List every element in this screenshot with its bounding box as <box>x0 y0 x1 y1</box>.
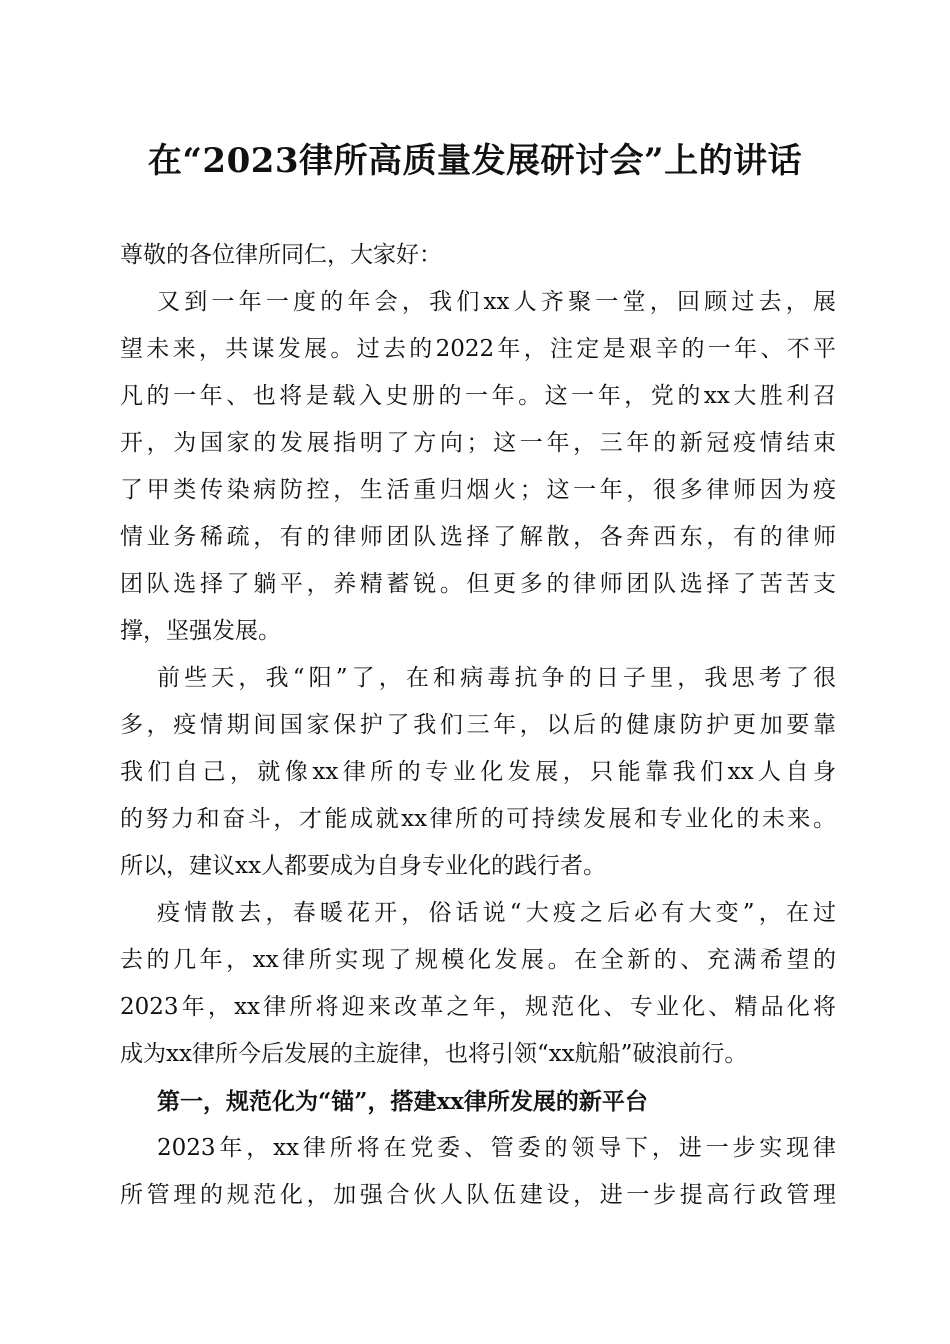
text-line: 多，疫情期间国家保护了我们三年，以后的健康防护更加要靠 <box>120 712 836 738</box>
document-body <box>120 232 836 1219</box>
document-title: 在“2023律所高质量发展研讨会”上的讲话 <box>147 141 803 181</box>
text-line: 又到一年一度的年会，我们xx人齐聚一堂，回顾过去，展 <box>157 289 836 315</box>
text-line: 的努力和奋斗，才能成就xx律所的可持续发展和专业化的未来。 <box>120 806 836 832</box>
text-line: 开，为国家的发展指明了方向；这一年，三年的新冠疫情结束 <box>120 430 836 456</box>
paragraph-2 <box>120 655 836 890</box>
text-line: 我们自己，就像xx律所的专业化发展，只能靠我们xx人自身 <box>120 759 836 785</box>
text-line: 所以，建议xx人都要成为自身专业化的践行者。 <box>120 853 606 879</box>
text-line: 2023年，xx律所将迎来改革之年，规范化、专业化、精品化将 <box>120 994 836 1020</box>
paragraph-1 <box>120 279 836 655</box>
text-line: 团队选择了躺平，养精蓄锐。但更多的律师团队选择了苦苦支 <box>120 571 836 597</box>
greeting-line: 尊敬的各位律所同仁，大家好： <box>120 242 442 268</box>
text-line: 了甲类传染病防控，生活重归烟火；这一年，很多律师因为疫 <box>120 477 836 503</box>
paragraph-3 <box>120 890 836 1078</box>
text-line: 望未来，共谋发展。过去的2022年，注定是艰辛的一年、不平 <box>120 336 836 362</box>
text-line: 成为xx律所今后发展的主旋律，也将引领“xx航船”破浪前行。 <box>120 1041 748 1067</box>
text-line: 疫情散去，春暖花开，俗话说“大疫之后必有大变”，在过 <box>157 900 836 926</box>
text-line: 所管理的规范化，加强合伙人队伍建设，进一步提高行政管理 <box>120 1182 836 1208</box>
section-heading: 第一，规范化为“锚”，搭建xx律所发展的新平台 <box>157 1088 648 1115</box>
paragraph-4 <box>120 1125 836 1219</box>
text-line: 撑，坚强发展。 <box>120 618 281 644</box>
text-line: 前些天，我“阳”了，在和病毒抗争的日子里，我思考了很 <box>157 665 836 691</box>
text-line: 2023年，xx律所将在党委、管委的领导下，进一步实现律 <box>157 1135 836 1161</box>
text-line: 凡的一年、也将是载入史册的一年。这一年，党的xx大胜利召 <box>120 383 836 409</box>
text-line: 去的几年，xx律所实现了规模化发展。在全新的、充满希望的 <box>120 947 836 973</box>
text-line: 情业务稀疏，有的律师团队选择了解散，各奔西东，有的律师 <box>120 524 836 550</box>
